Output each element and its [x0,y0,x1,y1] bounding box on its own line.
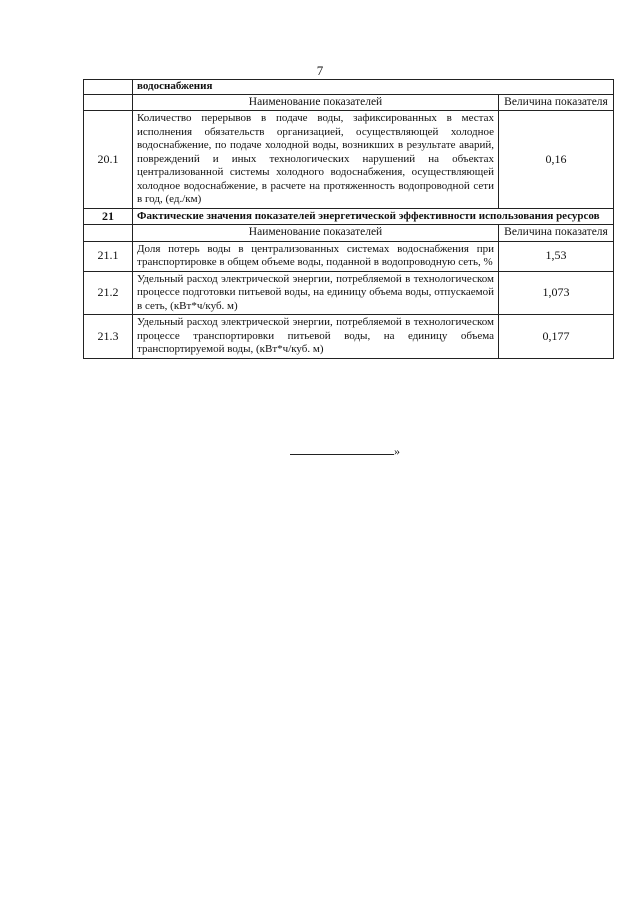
page-number: 7 [316,63,324,78]
section-21-header-name: Наименование показателей [133,225,499,242]
row-indicator-value: 0,16 [499,111,614,209]
indicators-table [83,79,614,359]
row-indicator-name: Количество перерывов в подаче воды, зафиксированных в местах исполнения обязательств организацией, осуществляющей холодное водоснабжение, по подаче холодной воды, возникших в результате аварий, повреждений и иных технологических нарушений на объектах централизованной системы холодного водоснабжения, осуществляющей холодное водоснабжение, в расчете на протяженность водопроводной сети в год, (ед./км) [133,111,499,209]
table-row-21-1 [84,241,614,271]
section-21-title-row [84,208,614,225]
section-20-header-num [84,94,133,111]
section-20-header-value: Величина показателя [499,94,614,111]
closing-line [290,444,400,459]
closing-rule [290,444,394,455]
row-number: 21.3 [84,315,133,359]
section-20-num-cell [84,80,133,95]
row-indicator-value: 0,177 [499,315,614,359]
section-20-title-row [84,80,614,95]
section-20-header-row [84,94,614,111]
section-20-title-tail: водоснабжения [133,80,614,95]
closing-quote-mark: » [394,444,400,458]
section-21-number: 21 [84,208,133,225]
section-21-header-num [84,225,133,242]
row-indicator-value: 1,073 [499,271,614,315]
section-20-header-name: Наименование показателей [133,94,499,111]
row-number: 21.1 [84,241,133,271]
table-row-21-3 [84,315,614,359]
row-indicator-name: Удельный расход электрической энергии, потребляемой в технологическом процессе подготовки питьевой воды, на единицу объема воды, отпускаемой в сеть, (кВт*ч/куб. м) [133,271,499,315]
row-indicator-name: Доля потерь воды в централизованных системах водоснабжения при транспортировке в общем объеме воды, поданной в водопроводную сеть, % [133,241,499,271]
section-21-title: Фактические значения показателей энергетической эффективности использования ресурсов [133,208,614,225]
table-row-21-2 [84,271,614,315]
table-row-20-1 [84,111,614,209]
section-21-header-value: Величина показателя [499,225,614,242]
row-number: 21.2 [84,271,133,315]
section-21-header-row [84,225,614,242]
row-indicator-name: Удельный расход электрической энергии, потребляемой в технологическом процессе транспортировки питьевой воды, на единицу объема транспортируемой воды, (кВт*ч/куб. м) [133,315,499,359]
row-indicator-value: 1,53 [499,241,614,271]
row-number: 20.1 [84,111,133,209]
